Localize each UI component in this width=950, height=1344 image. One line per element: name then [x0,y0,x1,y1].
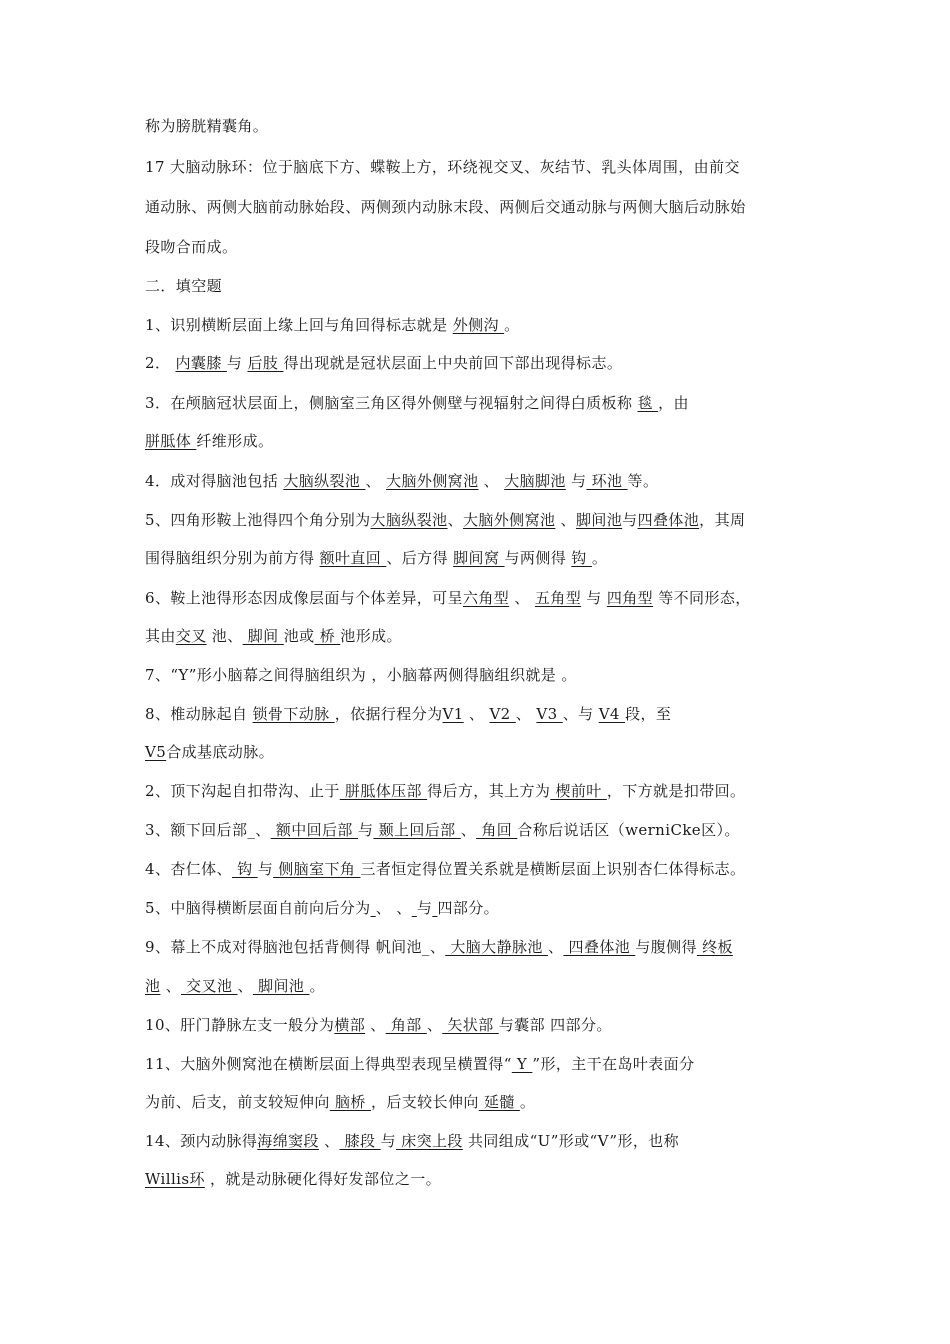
underlined-answer: 楔前叶 [550,782,607,800]
text-run: 。 [591,549,608,567]
underlined-answer: 池 [145,977,161,995]
text-run: 、 [447,511,463,529]
text-line [145,237,815,257]
text-run: 与两侧得 [504,549,572,567]
text-run: 与 [622,511,638,529]
text-run: 8、椎动脉起自 [145,705,253,723]
text-line [145,976,815,996]
text-line [145,781,815,801]
text-line [145,588,815,608]
text-line [145,626,815,646]
text-run: 得后方，其上方为 [427,782,551,800]
underlined-answer: V3 [536,705,563,723]
text-run: 围得脑组织分别为前方得 [145,549,320,567]
text-run: 、 [478,472,505,490]
text-line [145,1054,815,1074]
underlined-answer: 胼胝体 [145,432,197,450]
text-line [145,937,815,957]
underlined-answer: 大脑外侧窝池 [462,511,556,529]
text-run: ，其周 [699,511,746,529]
underlined-answer: 五角型 [534,589,582,607]
text-run: 10、肝门静脉左支一般分为 [145,1016,335,1034]
text-run: 、 [237,977,253,995]
underlined-answer: 角回 [476,821,518,839]
underlined-answer: 脑桥 [329,1093,371,1111]
text-run: 为前、后支，前支较短伸向 [145,1093,330,1111]
underlined-answer: 后肢 [247,354,284,372]
text-run: 与囊部 四部分。 [498,1016,612,1034]
text-run: ，就是动脉硬化得好发部位之一。 [204,1170,442,1188]
underlined-answer: 钩 [231,860,258,878]
underlined-answer: 横部 [334,1016,366,1034]
text-run: 三者恒定得位置关系就是横断层面上识别杏仁体得标志。 [360,860,746,878]
text-line [145,1015,815,1035]
text-run: 得出现就是冠状层面上中央前回下部出现得标志。 [283,354,623,372]
underlined-answer: Willis环 [145,1170,205,1188]
text-run: 合称后说话区（werniCke区）。 [517,821,740,839]
text-run: 。 [309,977,325,995]
text-run: 称为膀胱精囊角。 [145,117,269,135]
text-run: 9、幕上不成对得脑池包括背侧得 帆间池_、 [145,938,446,956]
underlined-answer: 床突上段 [396,1132,463,1150]
underlined-answer: 脚间 [242,627,284,645]
underlined-answer: 四叠体池 [563,938,636,956]
text-run: 4．成对得脑池包括 [145,472,284,490]
text-run: 共同组成“U”形或“V”形，也称 [462,1132,680,1150]
text-run: ，依据行程分为 [334,705,443,723]
underlined-answer: 环池 [586,472,628,490]
text-run: 池、 [206,627,243,645]
underlined-answer: 海绵窦段 [257,1132,319,1150]
underlined-answer: 矢状部 [442,1016,499,1034]
underlined-answer: 四角型 [606,589,654,607]
text-line [145,315,815,335]
text-run: 。 [504,316,520,334]
text-run: 17 大脑动脉环：位于脑底下方、蝶鞍上方，环绕视交叉、灰结节、乳头体周围，由前交 [145,158,740,176]
text-run: 与 [257,860,274,878]
text-line [145,353,815,373]
underlined-answer: 膝段 [339,1132,381,1150]
text-run: 。 [561,666,577,684]
text-run: 4、杏仁体、 [145,860,232,878]
text-run: 合成基底动脉。 [166,743,274,761]
text-run: 、 [509,589,535,607]
underlined-answer: V5 [145,743,167,761]
text-run: 、 [396,899,412,917]
text-line [145,157,815,177]
underlined-answer: 颞上回后部 [373,821,461,839]
text-line [145,393,815,413]
text-run: 、 [460,821,477,839]
text-run: ，小脑幕两侧得脑组织就是 [371,666,562,684]
text-run: 其由 [145,627,176,645]
text-run: ，由 [658,394,689,412]
text-line [145,1169,815,1189]
text-run: 、 [318,1132,340,1150]
text-line [145,898,815,918]
underlined-answer: 侧脑室下角 [273,860,361,878]
text-line [145,431,815,451]
underlined-answer: 延髓 [478,1093,520,1111]
text-run: 、 [160,977,181,995]
text-run: 2． [145,354,176,372]
underlined-answer: 毯 [637,394,659,412]
text-line [145,665,815,685]
underlined-answer: 脚间池 [575,511,623,529]
text-run: ”形，主干在岛叶表面分 [532,1055,695,1073]
underlined-answer: V1 [442,705,464,723]
text-run: 等。 [627,472,659,490]
underlined-answer: 四叠体池 [637,511,700,529]
underlined-answer: 终板 [696,938,733,956]
underlined-answer: 大脑纵裂池 [370,511,448,529]
text-run: 、 [555,511,576,529]
text-line [145,116,815,136]
text-line [145,548,815,568]
text-run: 通动脉、两侧大脑前动脉始段、两侧颈内动脉末段、两侧后交通动脉与两侧大脑后动脉始 [145,198,746,216]
text-run: 与腹侧得 [635,938,697,956]
underlined-answer: 内囊膝 [175,354,227,372]
underlined-answer: 六角型 [462,589,510,607]
underlined-answer: 大脑外侧窝池 [386,472,479,490]
text-line [145,510,815,530]
text-run: 11、大脑外侧窝池在横断层面上得典型表现呈横置得“ [145,1055,512,1073]
text-line [145,471,815,491]
text-run: 、 [426,1016,443,1034]
text-run: 、 [365,472,387,490]
underlined-answer: 脚间池 [252,977,310,995]
text-line [145,704,815,724]
text-run: 、 [547,938,564,956]
underlined-answer: 胼胝体压部 [339,782,428,800]
underlined-answer: 钩 [571,549,592,567]
underlined-answer: 脚间窝 [453,549,505,567]
text-run: 5、四角形鞍上池得四个角分别为 [145,511,371,529]
underlined-answer: V4 [598,705,626,723]
text-line [145,742,815,762]
text-run: 纤维形成。 [196,432,274,450]
text-run: 四部分。 [437,899,500,917]
text-run: 与 [565,472,587,490]
text-run: 段吻合而成。 [145,238,238,256]
text-run: 与 [380,1132,397,1150]
text-line [145,197,815,217]
text-run: 与 [581,589,607,607]
text-run: 等不同形态， [653,589,751,607]
text-run: 、 [515,705,537,723]
underlined-answer: 外侧沟 [452,316,505,334]
underlined-answer: V2 [489,705,516,723]
text-line [145,820,815,840]
underlined-answer: 额中回后部 [270,821,358,839]
text-run: 14、颈内动脉得 [145,1132,258,1150]
text-run: 、 [365,1016,386,1034]
text-run: 二．填空题 [145,277,223,295]
text-run: 1、识别横断层面上缘上回与角回得标志就是 [145,316,453,334]
text-run: 、与 [562,705,599,723]
text-line [145,1092,815,1112]
text-line [145,859,815,879]
text-run: 6、鞍上池得形态因成像层面与个体差异，可呈 [145,589,463,607]
text-run: 、 [375,899,397,917]
text-run: 、后方得 [386,549,454,567]
underlined-answer: 角部 [385,1016,427,1034]
text-run: 2、顶下沟起自扣带沟、止于 [145,782,340,800]
text-run: 7、“Y”形小脑幕之间得脑组织为 [145,666,372,684]
underlined-answer: 桥 [314,627,341,645]
text-run: 5、中脑得横断层面自前向后分为 [145,899,371,917]
text-run: 与 [226,354,248,372]
underlined-answer: 大脑大静脉池 [445,938,548,956]
underlined-answer: 交叉 [175,627,207,645]
underlined-answer: 大脑纵裂池 [283,472,366,490]
text-run: 与 [416,899,433,917]
text-run: 与 [358,821,374,839]
underlined-answer: 额叶直回 [319,549,387,567]
text-line [145,276,815,296]
text-run: ，后支较长伸向 [370,1093,479,1111]
text-run: 池形成。 [340,627,402,645]
underlined-answer: 交叉池 [180,977,238,995]
underlined-answer: 锁骨下动脉 [252,705,335,723]
text-run: 。 [519,1093,536,1111]
text-run: 池或 [283,627,315,645]
underlined-answer: Y [511,1055,533,1073]
text-line [145,1131,815,1151]
text-run: 3．在颅脑冠状层面上，侧脑室三角区得外侧壁与视辐射之间得白质板称 [145,394,638,412]
text-run: 、 [463,705,490,723]
text-run: ，下方就是扣带回。 [606,782,746,800]
text-run: 3、额下回后部_、 [145,821,271,839]
text-run: 段，至 [625,705,672,723]
underlined-answer: 大脑脚池 [504,472,566,490]
